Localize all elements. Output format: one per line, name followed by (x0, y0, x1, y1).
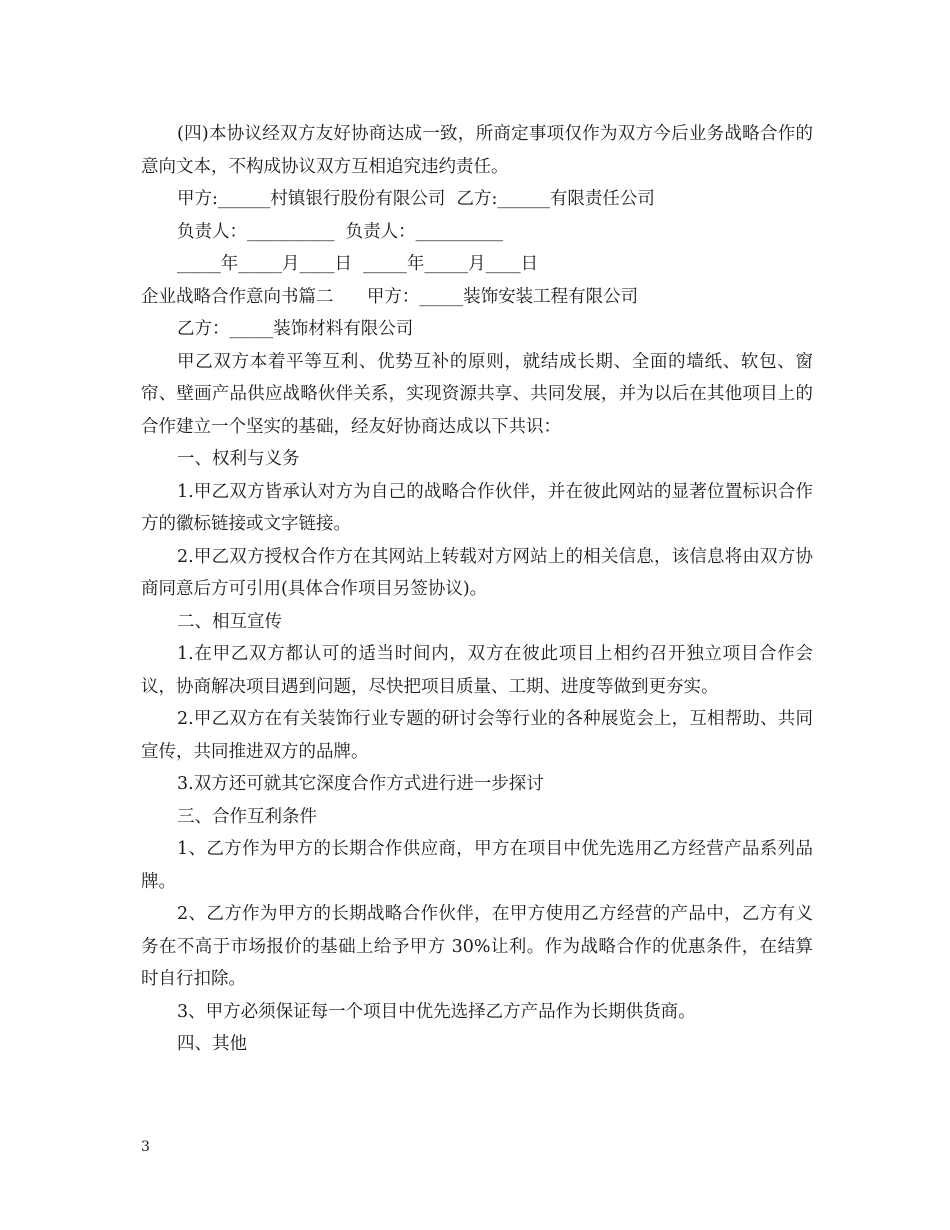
paragraph-preamble: 甲乙双方本着平等互利、优势互补的原则，就结成长期、全面的墙纸、软包、窗帘、壁画产品供应战略伙伴关系，实现资源共享、共同发展，并为以后在其他项目上的合作建立一个坚实的基础，经友好协商达成以下共识： (141, 351, 813, 437)
heading-mutual-promotion: 二、相互宣传 (177, 611, 282, 632)
paragraph-rights-1: 1.甲乙双方皆承认对方为自己的战略合作伙伴，并在彼此网站的显著位置标识合作方的徽标链接或文字链接。 (141, 481, 813, 534)
paragraph-promotion-2: 2.甲乙双方在有关装饰行业专题的研讨会等行业的各种展览会上，互相帮助、共同宣传，共同推进双方的品牌。 (141, 709, 813, 762)
document-body (141, 118, 813, 1061)
heading-other: 四、其他 (177, 1034, 247, 1054)
heading-cooperation-terms: 三、合作互利条件 (177, 806, 317, 827)
paragraph-clause-4-intent: (四)本协议经双方友好协商达成一致，所商定事项仅作为双方今后业务战略合作的意向文本，不构成协议双方互相追究违约责任。 (141, 124, 813, 177)
paragraph-party-b: 乙方：_____装饰材料有限公司 (177, 319, 414, 339)
heading-rights-obligations: 一、权利与义务 (177, 449, 300, 469)
paragraph-terms-1: 1、乙方作为甲方的长期合作供应商，甲方在项目中优先选用乙方经营产品系列品牌。 (141, 839, 813, 892)
paragraph-promotion-1: 1.在甲乙双方都认可的适当时间内，双方在彼此项目上相约召开独立项目合作会议，协商解决项目遇到问题，尽快把项目质量、工期、进度等做到更夯实。 (141, 644, 813, 697)
paragraph-terms-3: 3、甲方必须保证每一个项目中优先选择乙方产品作为长期供货商。 (177, 1001, 696, 1022)
paragraph-rights-2: 2.甲乙双方授权合作方在其网站上转载对方网站上的相关信息，该信息将由双方协商同意后方可引用(具体合作项目另签协议)。 (141, 546, 813, 599)
paragraph-responsible-persons: 负责人：__________ 负责人：__________ (177, 221, 504, 242)
paragraph-signature-dates: _____年_____月____日 _____年_____月____日 (177, 254, 539, 274)
page-number: 3 (141, 1139, 150, 1155)
paragraph-terms-2: 2、乙方作为甲方的长期战略合作伙伴，在甲方使用乙方经营的产品中，乙方有义务在不高于市场报价的基础上给予甲方 30%让利。作为战略合作的优惠条件，在结算时自行扣除。 (141, 904, 813, 989)
section-title-part-two: 企业战略合作意向书篇二 甲方：_____装饰安装工程有限公司 (141, 286, 639, 307)
paragraph-party-signatures: 甲方:______村镇银行股份有限公司 乙方:______有限责任公司 (177, 189, 655, 209)
paragraph-promotion-3: 3.双方还可就其它深度合作方式进行进一步探讨 (177, 774, 544, 794)
